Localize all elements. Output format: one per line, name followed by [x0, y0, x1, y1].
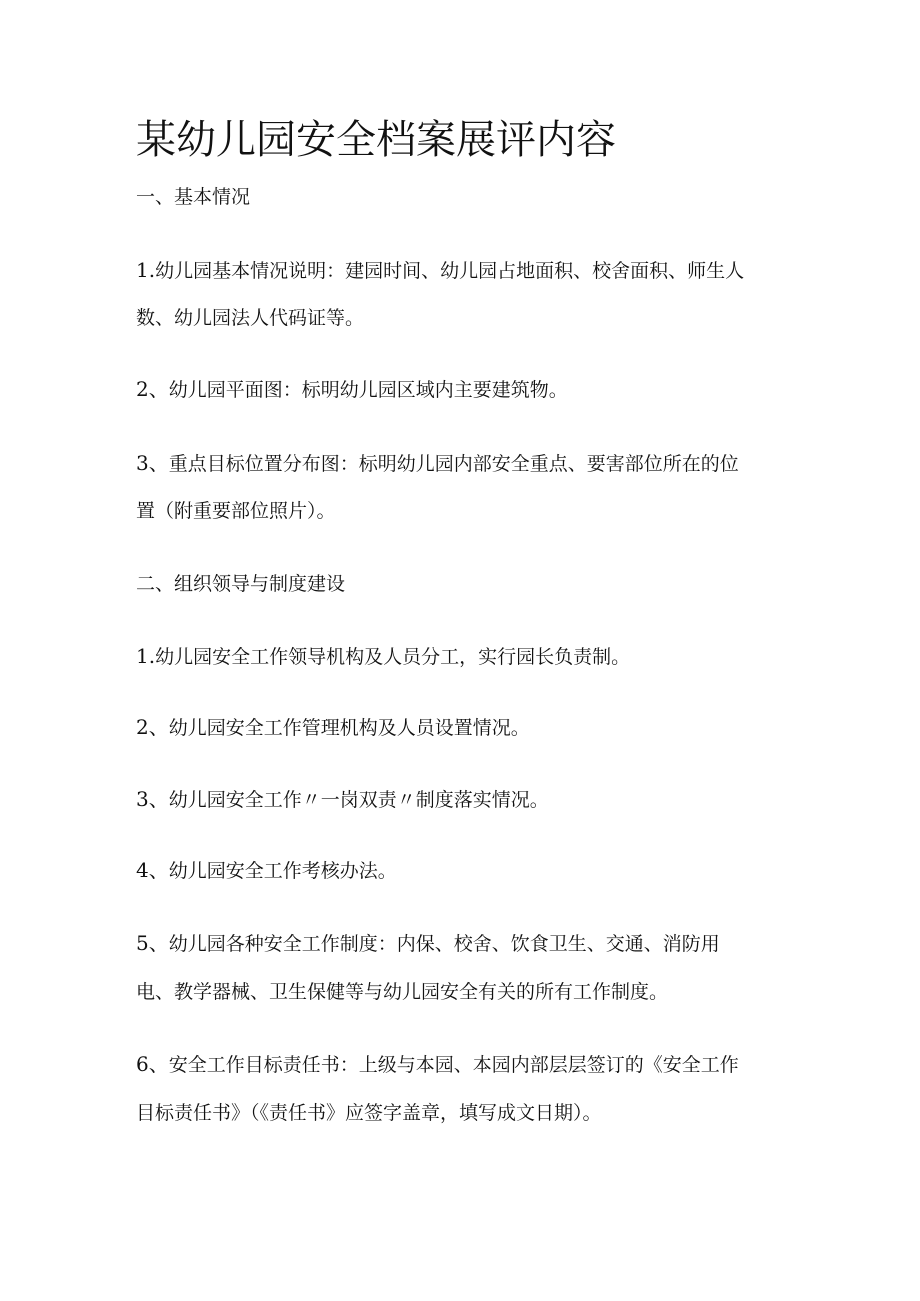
item-text: 幼儿园安全工作考核办法。 — [168, 860, 397, 882]
item-text: 幼儿园安全工作领导机构及人员分工，实行园长负责制。 — [155, 646, 631, 668]
item-text: 幼儿园各种安全工作制度：内保、校舍、饮食卫生、交通、消防用 — [168, 933, 720, 955]
document-title: 某幼儿园安全档案展评内容 — [136, 117, 616, 163]
item-text: 幼儿园安全工作管理机构及人员设置情况。 — [168, 717, 530, 739]
item-text: 幼儿园基本情况说明：建园时间、幼儿园占地面积、校舍面积、师生人 — [155, 260, 745, 282]
item-number: 2、 — [136, 377, 169, 401]
item-number: 1. — [136, 258, 156, 282]
list-item — [136, 714, 530, 741]
list-item — [136, 930, 720, 957]
item-text: 幼儿园平面图：标明幼儿园区域内主要建筑物。 — [168, 379, 568, 401]
item-text: 重点目标位置分布图：标明幼儿园内部安全重点、要害部位所在的位 — [168, 453, 739, 475]
list-item — [136, 1051, 739, 1078]
item-number: 4、 — [136, 858, 169, 882]
item-number: 3、 — [136, 451, 169, 475]
list-item — [136, 450, 739, 477]
item-text-continued: 目标责任书》（《责任书》应签字盖章，填写成文日期）。 — [136, 1102, 602, 1124]
item-text-continued: 电、教学器械、卫生保健等与幼儿园安全有关的所有工作制度。 — [136, 981, 669, 1003]
list-item — [136, 786, 549, 813]
list-item — [136, 376, 568, 403]
section-heading: 二、组织领导与制度建设 — [136, 573, 346, 595]
item-number: 6、 — [136, 1052, 169, 1076]
item-number: 2、 — [136, 715, 169, 739]
item-number: 5、 — [136, 931, 169, 955]
item-number: 1. — [136, 644, 156, 668]
list-item — [136, 643, 630, 670]
list-item — [136, 257, 744, 284]
item-text-continued: 置（附重要部位照片）。 — [136, 500, 336, 522]
item-number: 3、 — [136, 787, 169, 811]
item-text-continued: 数、幼儿园法人代码证等。 — [136, 307, 365, 329]
item-text: 幼儿园安全工作〃一岗双责〃制度落实情况。 — [168, 789, 549, 811]
section-heading: 一、基本情况 — [136, 186, 251, 208]
list-item — [136, 857, 397, 884]
item-text: 安全工作目标责任书：上级与本园、本园内部层层签订的《安全工作 — [168, 1054, 739, 1076]
